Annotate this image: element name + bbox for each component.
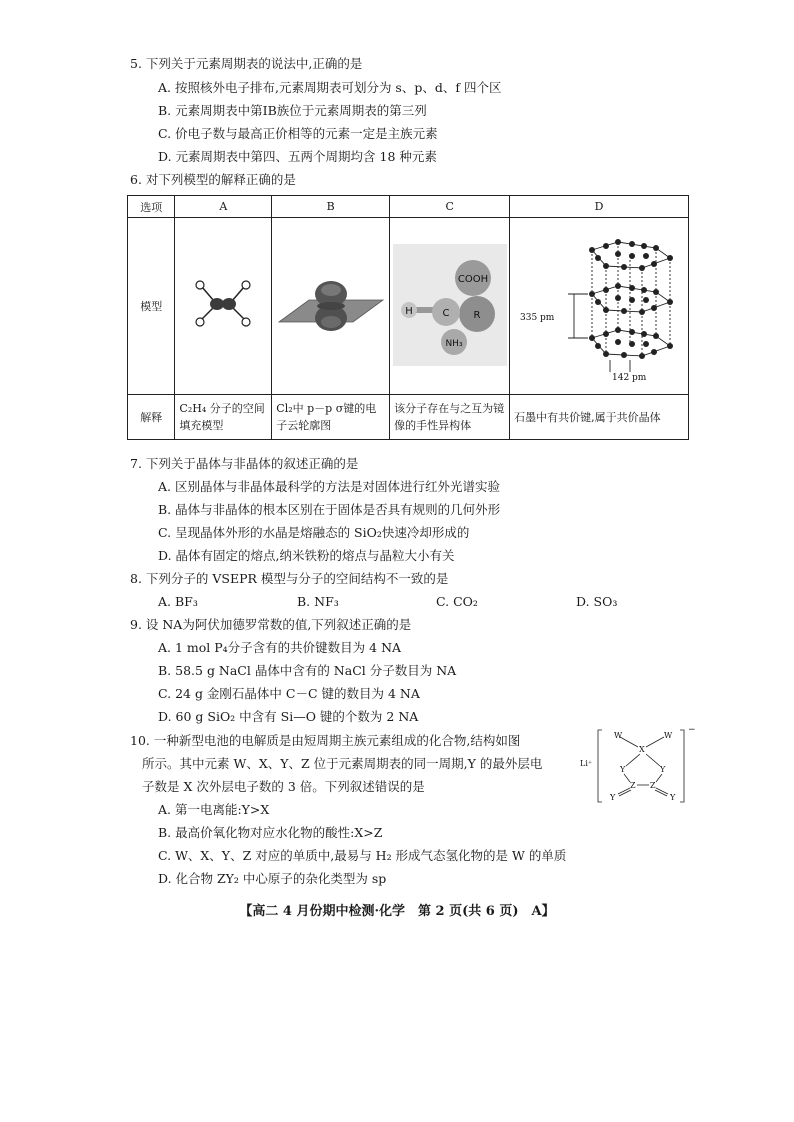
expl-b: Cl₂中 p－p σ键的电子云轮廓图 (272, 395, 390, 440)
q10-option-b: B. 最高价氧化物对应水化物的酸性:X>Z (158, 825, 383, 840)
struct-y1: Y (620, 765, 626, 774)
q8-option-b: B. NF₃ (297, 594, 339, 609)
q10-stem-line2: 所示。其中元素 W、X、Y、Z 位于元素周期表的同一周期,Y 的最外层电 (142, 756, 543, 771)
label-r: R (473, 309, 481, 321)
header-c: C (390, 196, 510, 218)
page-footer: 【高二 4 月份期中检测·化学 第 2 页(共 6 页) A】 (239, 904, 555, 919)
row-model-label: 模型 (128, 218, 175, 395)
model-a-image (175, 218, 272, 395)
chiral-molecule-image (391, 240, 509, 370)
q5-option-a: A. 按照核外电子排布,元素周期表可划分为 s、p、d、f 四个区 (158, 80, 502, 95)
expl-d: 石墨中有共价键,属于共价晶体 (510, 395, 689, 440)
q7-option-a: A. 区别晶体与非晶体最科学的方法是对固体进行红外光谱实验 (158, 479, 500, 494)
model-c-image (390, 218, 510, 395)
q7-option-c: C. 呈现晶体外形的水晶是熔融态的 SiO₂快速冷却形成的 (158, 525, 470, 540)
q6-stem: 6. 对下列模型的解释正确的是 (130, 172, 296, 187)
q10-option-c: C. W、X、Y、Z 对应的单质中,最易与 H₂ 形成气态氢化物的是 W 的单质 (158, 848, 567, 863)
label-h: H (404, 305, 413, 317)
q10-option-d: D. 化合物 ZY₂ 中心原子的杂化类型为 sp (158, 871, 387, 886)
header-option: 选项 (128, 196, 175, 218)
q5-option-b: B. 元素周期表中第ⅠB族位于元素周期表的第三列 (158, 103, 427, 118)
graphite-structure-image (514, 220, 684, 390)
struct-y4: Y (670, 793, 676, 802)
q7-option-d: D. 晶体有固定的熔点,纳米铁粉的熔点与晶粒大小有关 (158, 548, 455, 563)
q8-option-a: A. BF₃ (158, 594, 198, 609)
q10-stem-line3: 子数是 X 次外层电子数的 3 倍。下列叙述错误的是 (142, 779, 425, 794)
q9-stem: 9. 设 NA为阿伏加德罗常数的值,下列叙述正确的是 (130, 617, 412, 632)
p-orbital-model-image (275, 260, 387, 350)
q9-option-b: B. 58.5 g NaCl 晶体中含有的 NaCl 分子数目为 NA (158, 663, 457, 678)
q7-option-b: B. 晶体与非晶体的根本区别在于固体是否具有规则的几何外形 (158, 502, 501, 517)
row-expl-label: 解释 (128, 395, 175, 440)
struct-x: X (639, 745, 645, 754)
label-nh3: NH₃ (445, 338, 463, 349)
label-c: C (442, 307, 450, 319)
q6-table (127, 195, 689, 440)
label-cooh: COOH (457, 273, 488, 285)
q8-option-c: C. CO₂ (436, 594, 478, 609)
header-a: A (175, 196, 272, 218)
q5-option-d: D. 元素周期表中第四、五两个周期均含 18 种元素 (158, 149, 437, 164)
label-142pm: 142 pm (612, 372, 647, 383)
header-d: D (510, 196, 689, 218)
q5-stem: 5. 下列关于元素周期表的说法中,正确的是 (130, 56, 363, 71)
q9-option-a: A. 1 mol P₄分子含有的共价键数目为 4 NA (158, 640, 402, 655)
model-d-image (510, 218, 689, 395)
struct-w1: W (614, 731, 623, 740)
q8-stem: 8. 下列分子的 VSEPR 模型与分子的空间结构不一致的是 (130, 571, 449, 586)
struct-w2: W (664, 731, 673, 740)
struct-y2: Y (660, 765, 666, 774)
expl-c: 该分子存在与之互为镜像的手性异构体 (390, 395, 510, 440)
q10-option-a: A. 第一电离能:Y>X (158, 802, 270, 817)
q10-stem-line1: 10. 一种新型电池的电解质是由短周期主族元素组成的化合物,结构如图 (130, 733, 521, 748)
q5-option-c: C. 价电子数与最高正价相等的元素一定是主族元素 (158, 126, 438, 141)
q8-option-d: D. SO₃ (576, 594, 618, 609)
ethylene-model-image (178, 265, 268, 345)
q10-structure-image (580, 724, 700, 804)
struct-z1: Z (630, 781, 636, 790)
struct-y3: Y (610, 793, 616, 802)
struct-charge: − (688, 725, 696, 735)
model-b-image (272, 218, 390, 395)
struct-li: Li⁺ (580, 759, 593, 768)
expl-a: C₂H₄ 分子的空间填充模型 (175, 395, 272, 440)
header-b: B (272, 196, 390, 218)
q9-option-c: C. 24 g 金刚石晶体中 C－C 键的数目为 4 NA (158, 686, 420, 701)
struct-z2: Z (650, 781, 656, 790)
q9-option-d: D. 60 g SiO₂ 中含有 Si—O 键的个数为 2 NA (158, 709, 419, 724)
q7-stem: 7. 下列关于晶体与非晶体的叙述正确的是 (130, 456, 359, 471)
label-335pm: 335 pm (520, 312, 555, 323)
